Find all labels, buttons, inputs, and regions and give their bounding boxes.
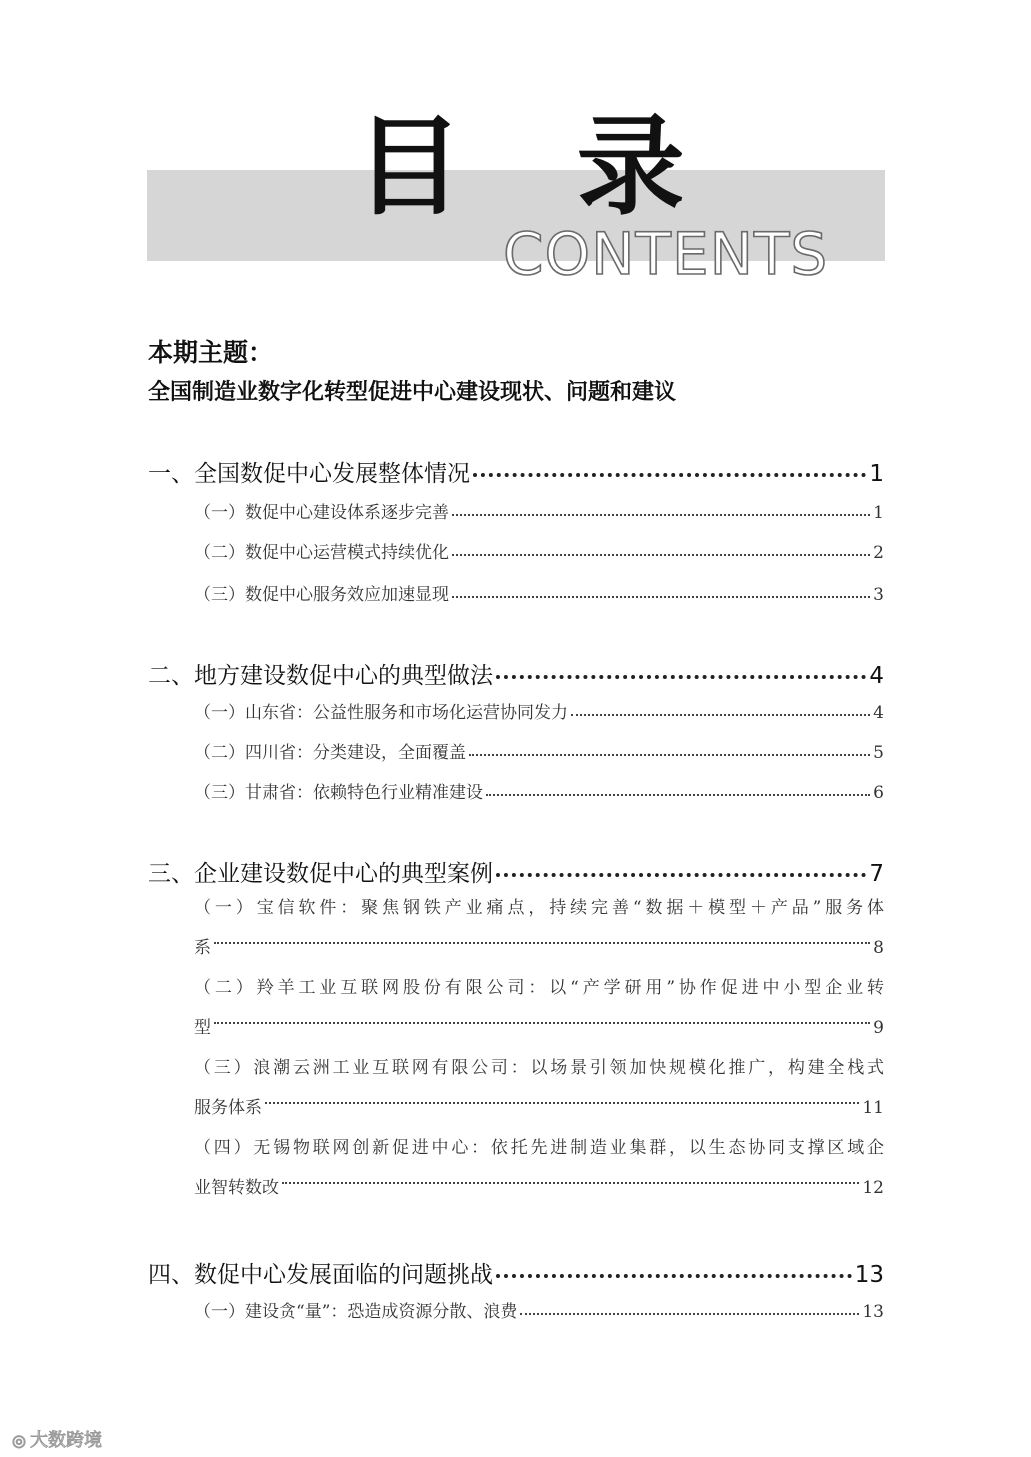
toc-item-2-3[interactable] [194,778,884,803]
leader-dots [571,714,870,716]
page-title: 目 录 [355,104,723,230]
toc-page-number: 12 [862,1178,884,1198]
toc-item-1-1[interactable] [194,498,884,523]
toc-item-title: （二）四川省：分类建设，全面覆盖 [194,743,466,763]
toc-item-title: （一）数促中心建设体系逐步完善 [194,503,449,523]
leader-dots [452,514,870,516]
toc-item-3-2[interactable] [194,968,884,1048]
leader-dots [469,754,870,756]
toc-item-2-2[interactable] [194,738,884,763]
toc-section-title: 二、地方建设数促中心的典型做法 [148,663,493,689]
leader-dots [496,873,866,877]
toc-page-number: 1 [873,503,884,523]
toc-page-number: 4 [873,703,884,723]
toc-item-title-line2: 型 [194,1018,211,1038]
toc-section-1[interactable] [148,455,884,488]
toc-item-title-line1: （三）浪潮云洲工业互联网有限公司：以场景引领加快规模化推广，构建全栈式 [194,1058,884,1078]
toc-page-number: 1 [869,461,884,487]
toc-page-number: 4 [869,663,884,689]
toc-item-2-1[interactable] [194,698,884,723]
leader-dots [282,1182,859,1184]
toc-item-title-line2: 系 [194,938,211,958]
watermark-text: 大数跨境 [29,1430,102,1451]
toc-section-2[interactable] [148,657,884,690]
toc-page-number: 11 [862,1098,884,1118]
toc-section-title: 三、企业建设数促中心的典型案例 [148,861,493,887]
toc-item-1-3[interactable] [194,580,884,605]
leader-dots [214,1022,870,1024]
page-subtitle-en: CONTENTS [503,220,829,288]
toc-section-3[interactable] [148,855,884,888]
toc-section-4[interactable] [148,1256,884,1289]
toc-item-title-line1: （四）无锡物联网创新促进中心：依托先进制造业集群，以生态协同支撑区域企 [194,1138,884,1158]
toc-item-title-line1: （二）羚羊工业互联网股份有限公司：以“产学研用”协作促进中小型企业转 [194,978,884,998]
leader-dots [520,1313,859,1315]
leader-dots [496,675,866,679]
toc-section-title: 四、数促中心发展面临的问题挑战 [148,1262,493,1288]
toc-page-number: 9 [873,1018,884,1038]
toc-page-number: 8 [873,938,884,958]
leader-dots [473,473,866,477]
leader-dots [265,1102,859,1104]
toc-item-4-1[interactable] [194,1297,884,1322]
toc-item-1-2[interactable] [194,538,884,563]
leader-dots [452,554,870,556]
toc-item-3-3[interactable] [194,1048,884,1128]
toc-item-3-1[interactable] [194,888,884,968]
toc-item-title-line1: （一）宝信软件：聚焦钢铁产业痛点，持续完善“数据＋模型＋产品”服务体 [194,898,884,918]
speech-bubble-icon: ◎ [12,1431,26,1450]
theme-title: 全国制造业数字化转型促进中心建设现状、问题和建议 [148,379,677,405]
toc-item-title-line2: 业智转数改 [194,1178,279,1198]
toc-page-number: 3 [873,585,884,605]
toc-item-title: （一）建设贪“量”：恐造成资源分散、浪费 [194,1302,518,1322]
toc-page-number: 6 [873,783,884,803]
watermark [12,1426,102,1452]
toc-item-title-line2: 服务体系 [194,1098,262,1118]
toc-page-number: 2 [873,543,884,563]
toc-page-number: 13 [862,1302,884,1322]
leader-dots [452,596,870,598]
toc-section-title: 一、全国数促中心发展整体情况 [148,461,470,487]
toc-item-title: （一）山东省：公益性服务和市场化运营协同发力 [194,703,568,723]
toc-item-3-4[interactable] [194,1128,884,1208]
leader-dots [214,942,870,944]
toc-item-title: （二）数促中心运营模式持续优化 [194,543,449,563]
toc-item-title: （三）甘肃省：依赖特色行业精准建设 [194,783,483,803]
leader-dots [496,1274,852,1278]
theme-label: 本期主题： [148,338,274,367]
toc-item-title: （三）数促中心服务效应加速显现 [194,585,449,605]
toc-page-number: 5 [873,743,884,763]
toc-page-number: 13 [854,1262,884,1288]
leader-dots [486,794,870,796]
toc-page-number: 7 [869,861,884,887]
